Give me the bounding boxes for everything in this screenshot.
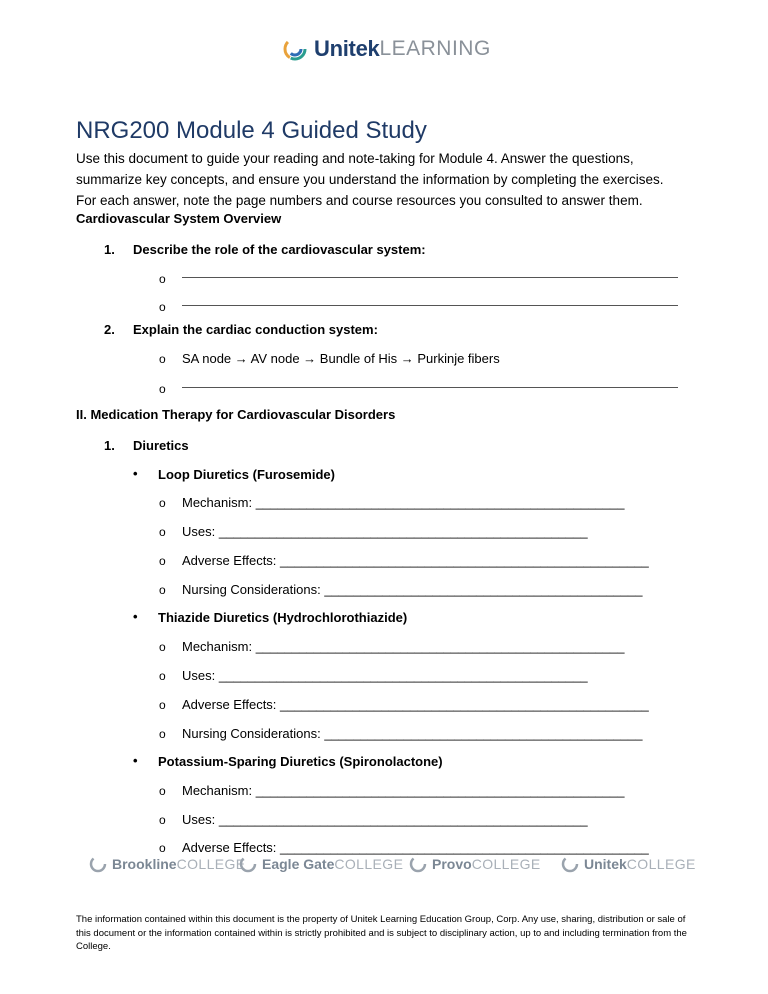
swirl-logo-icon: [560, 854, 580, 874]
logo-text-bold: Brookline: [112, 856, 177, 872]
disc-bullet-icon: •: [133, 466, 138, 481]
logo-text-bold: Provo: [432, 856, 472, 872]
group-title: Loop Diuretics (Furosemide): [158, 467, 335, 482]
field-adverse-effects[interactable]: Adverse Effects: ___________________________________________________: [182, 697, 649, 712]
disc-bullet-icon: •: [133, 609, 138, 624]
field-uses[interactable]: Uses: ___________________________________________________: [182, 668, 588, 683]
hollow-bullet-icon: o: [159, 640, 166, 654]
logo-text-bold: Unitek: [584, 856, 627, 872]
document-title: NRG200 Module 4 Guided Study: [76, 117, 427, 144]
hollow-bullet-icon: o: [159, 813, 166, 827]
question-number: 1.: [104, 242, 115, 257]
hollow-bullet-icon: o: [159, 669, 166, 683]
footer-college-logos: [88, 852, 696, 876]
provo-college-logo: [408, 852, 541, 876]
field-mechanism[interactable]: Mechanism: ___________________________________________________: [182, 639, 625, 654]
item-label-diuretics: Diuretics: [133, 438, 189, 453]
item-number: 1.: [104, 438, 115, 453]
field-nursing-considerations[interactable]: Nursing Considerations: ____________________________________________: [182, 726, 643, 741]
logo-text-bold: Eagle Gate: [262, 856, 335, 872]
group-title: Thiazide Diuretics (Hydrochlorothiazide): [158, 610, 408, 625]
unitek-learning-logo: [282, 34, 491, 64]
unitek-college-logo: [560, 852, 696, 876]
logo-text-light: COLLEGE: [176, 856, 246, 872]
hollow-bullet-icon: o: [159, 496, 166, 510]
answer-line[interactable]: [182, 277, 678, 278]
footer-disclaimer: The information contained within this document is the property of Unitek Learning Education Group, Corp. Any use, sharing, distribution or sale of this document or the information contained within is strictly prohibited and is subject to disciplinary action, up to and including termination from the College.: [76, 914, 687, 952]
field-adverse-effects[interactable]: Adverse Effects: ___________________________________________________: [182, 840, 649, 855]
swirl-logo-icon: [238, 854, 258, 874]
hollow-bullet-icon: o: [159, 352, 166, 366]
field-uses[interactable]: Uses: ___________________________________________________: [182, 524, 588, 539]
hollow-bullet-icon: o: [159, 554, 166, 568]
group-title: Potassium-Sparing Diuretics (Spironolactone): [158, 754, 443, 769]
swirl-logo-icon: [88, 854, 108, 874]
logo-text-light: COLLEGE: [334, 856, 404, 872]
intro-paragraph: Use this document to guide your reading and note-taking for Module 4. Answer the questions, summarize key concepts, and ensure you understand the information by completing the exercises. For each answer, note the page numbers and course resources you consulted to answer them.: [76, 151, 664, 208]
hollow-bullet-icon: o: [159, 525, 166, 539]
field-adverse-effects[interactable]: Adverse Effects: ___________________________________________________: [182, 553, 649, 568]
logo-text-light: COLLEGE: [626, 856, 696, 872]
logo-text-light: COLLEGE: [471, 856, 541, 872]
hollow-bullet-icon: o: [159, 784, 166, 798]
hollow-bullet-icon: o: [159, 841, 166, 855]
hollow-bullet-icon: o: [159, 727, 166, 741]
disc-bullet-icon: •: [133, 753, 138, 768]
field-uses[interactable]: Uses: ___________________________________________________: [182, 812, 588, 827]
field-mechanism[interactable]: Mechanism: ___________________________________________________: [182, 495, 625, 510]
brookline-college-logo: [88, 852, 246, 876]
swirl-logo-icon: [408, 854, 428, 874]
answer-line[interactable]: [182, 387, 678, 388]
question-number: 2.: [104, 322, 115, 337]
field-mechanism[interactable]: Mechanism: ___________________________________________________: [182, 783, 625, 798]
answer-line[interactable]: [182, 305, 678, 306]
field-nursing-considerations[interactable]: Nursing Considerations: ____________________________________________: [182, 582, 643, 597]
conduction-answer: SA node → AV node → Bundle of His → Purkinje fibers: [182, 351, 500, 366]
section-heading-overview: Cardiovascular System Overview: [76, 211, 282, 226]
section-heading-medication: II. Medication Therapy for Cardiovascular Disorders: [76, 407, 396, 422]
hollow-bullet-icon: o: [159, 583, 166, 597]
question-label: Describe the role of the cardiovascular system:: [133, 242, 426, 257]
hollow-bullet-icon: o: [159, 300, 166, 314]
swirl-logo-icon: [282, 36, 308, 62]
question-label: Explain the cardiac conduction system:: [133, 322, 378, 337]
logo-text-light: LEARNING: [379, 37, 491, 60]
eagle-gate-college-logo: [238, 852, 403, 876]
logo-text-bold: Unitek: [314, 36, 380, 61]
hollow-bullet-icon: o: [159, 382, 166, 396]
hollow-bullet-icon: o: [159, 698, 166, 712]
hollow-bullet-icon: o: [159, 272, 166, 286]
